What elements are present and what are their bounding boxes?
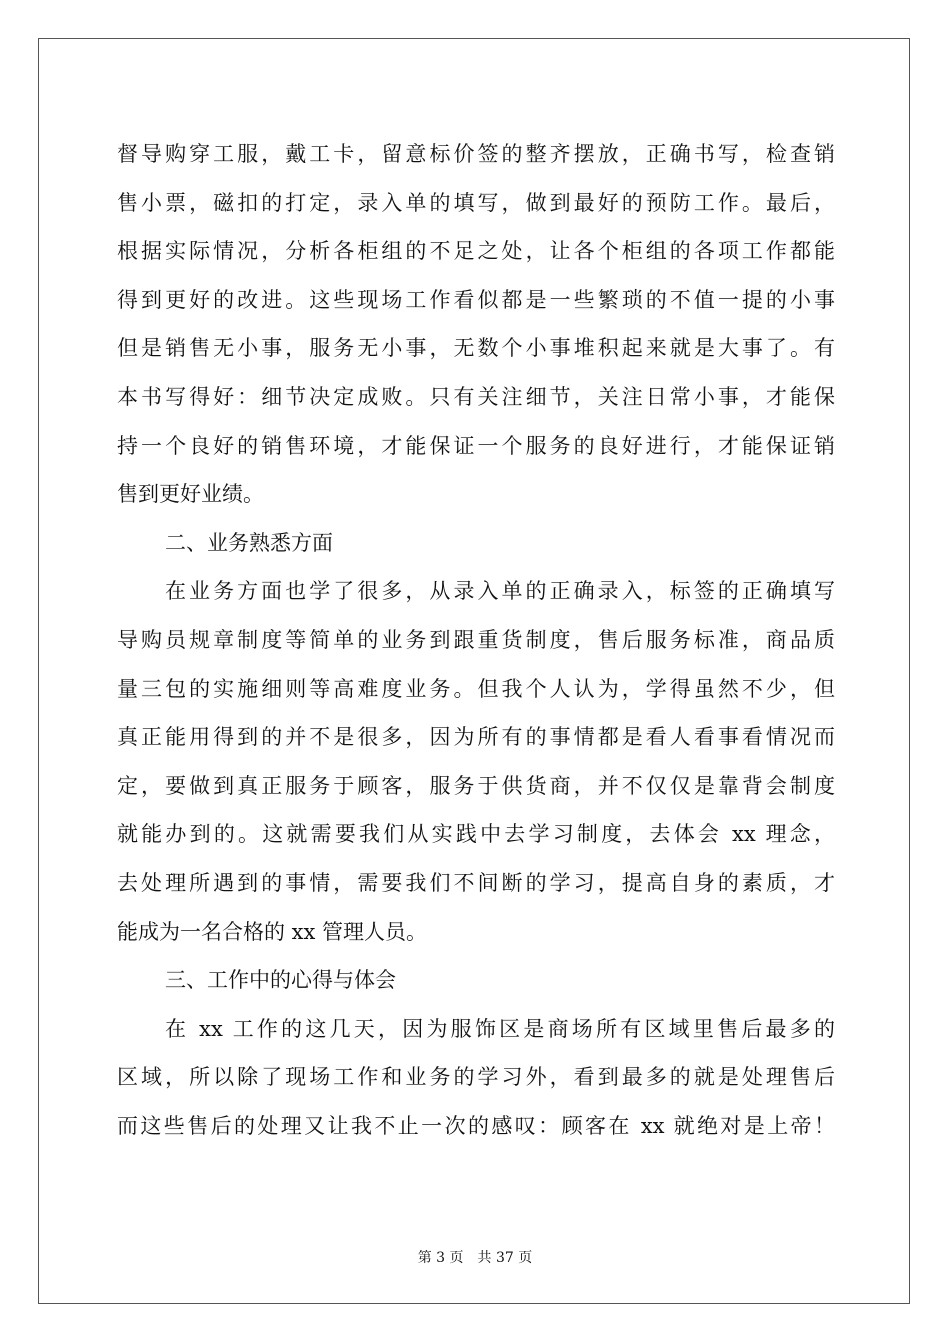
body-line: 能成为一名合格的 xx 管理人员。 bbox=[117, 919, 428, 944]
body-line: 而这些售后的处理又让我不止一次的感叹：顾客在 xx 就绝对是上帝！ bbox=[117, 1113, 835, 1138]
body-line: 但是销售无小事，服务无小事，无数个小事堆积起来就是大事了。有 bbox=[117, 336, 835, 361]
body-line: 真正能用得到的并不是很多，因为所有的事情都是看人看事看情况而 bbox=[117, 725, 835, 750]
section-heading: 二、业务熟悉方面 bbox=[165, 530, 333, 555]
page-total: 共 37 页 bbox=[477, 1250, 533, 1266]
body-line: 持一个良好的销售环境，才能保证一个服务的良好进行，才能保证销 bbox=[117, 433, 835, 458]
body-line: 在 xx 工作的这几天，因为服饰区是商场所有区域里售后最多的 bbox=[165, 1016, 835, 1041]
body-line: 去处理所遇到的事情，需要我们不间断的学习，提高自身的素质，才 bbox=[117, 870, 835, 895]
body-line: 本书写得好：细节决定成败。只有关注细节，关注日常小事，才能保 bbox=[117, 384, 835, 409]
body-line: 定，要做到真正服务于顾客，服务于供货商，并不仅仅是靠背会制度 bbox=[117, 773, 835, 798]
body-line: 在业务方面也学了很多，从录入单的正确录入，标签的正确填写 bbox=[165, 579, 835, 604]
body-line: 售到更好业绩。 bbox=[117, 482, 264, 507]
page-number: 第 3 页 bbox=[417, 1250, 464, 1266]
body-line: 根据实际情况，分析各柜组的不足之处，让各个柜组的各项工作都能 bbox=[117, 239, 835, 264]
body-line: 得到更好的改进。这些现场工作看似都是一些繁琐的不值一提的小事 bbox=[117, 287, 835, 312]
body-line: 导购员规章制度等简单的业务到跟重货制度，售后服务标准，商品质 bbox=[117, 627, 835, 652]
document-body bbox=[117, 130, 835, 1150]
section-heading: 三、工作中的心得与体会 bbox=[165, 968, 396, 993]
page-footer bbox=[0, 1248, 950, 1268]
body-line: 区域，所以除了现场工作和业务的学习外，看到最多的就是处理售后 bbox=[117, 1065, 835, 1090]
body-line: 售小票，磁扣的打定，录入单的填写，做到最好的预防工作。最后， bbox=[117, 190, 835, 215]
body-line: 就能办到的。这就需要我们从实践中去学习制度，去体会 xx 理念， bbox=[117, 822, 835, 847]
body-line: 量三包的实施细则等高难度业务。但我个人认为，学得虽然不少，但 bbox=[117, 676, 835, 701]
body-line: 督导购穿工服，戴工卡，留意标价签的整齐摆放，正确书写，检查销 bbox=[117, 142, 835, 166]
